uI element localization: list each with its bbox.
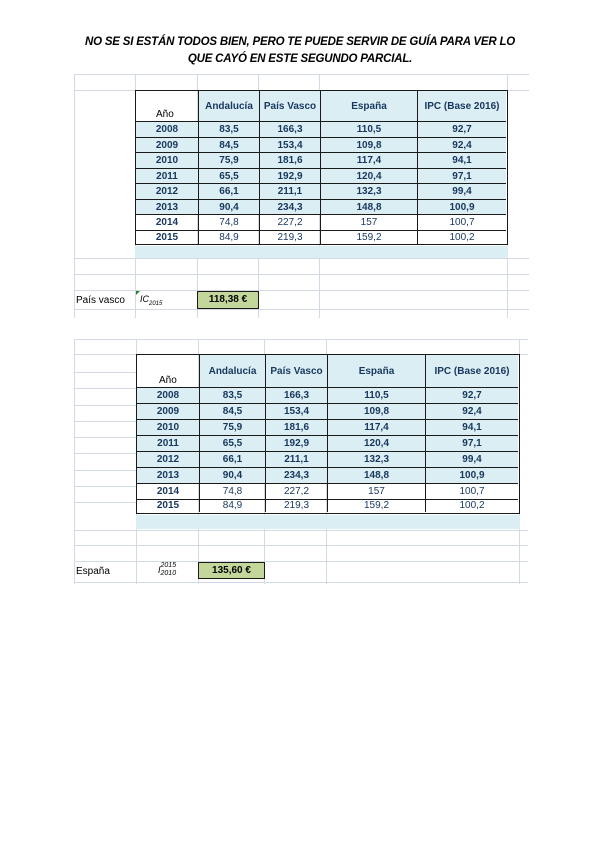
cell: 92,7 — [417, 122, 506, 138]
table-row: 2015 — [156, 500, 180, 511]
cell: 219,3 — [259, 231, 320, 245]
grid-line — [74, 309, 529, 310]
cell: 97,1 — [417, 169, 506, 185]
formula-subscript: 2010 — [160, 570, 177, 577]
grid-line — [74, 405, 136, 406]
cell: 84,9 — [199, 500, 265, 512]
table-row: 2012 — [137, 452, 199, 468]
grid-line — [74, 339, 528, 340]
table-row: 2013 — [137, 468, 199, 484]
cell: 157 — [327, 484, 425, 500]
cell: 90,4 — [198, 200, 259, 216]
formula-label — [158, 562, 176, 578]
page-title — [60, 34, 540, 68]
grid-line — [74, 339, 75, 584]
cell: 117,4 — [320, 153, 417, 169]
cell: 211,1 — [265, 452, 327, 468]
cell: 234,3 — [259, 200, 320, 216]
cell: 219,3 — [265, 500, 327, 512]
table-row: 2008 — [137, 388, 199, 404]
title-line-1: NO SE SI ESTÁN TODOS BIEN, PERO TE PUEDE SERVIR DE GUÍA PARA VER LO — [84, 36, 516, 48]
table-row: 2008 — [136, 122, 198, 138]
result-cell[interactable]: 135,60 € — [198, 562, 265, 579]
title-line-2: QUE CAYÓ EN ESTE SEGUNDO PARCIAL. — [187, 53, 413, 65]
cell: 181,6 — [259, 153, 320, 169]
header-pais-vasco: País Vasco — [265, 355, 327, 388]
header-espana: España — [327, 355, 425, 388]
data-table-2 — [136, 354, 520, 514]
header-ipc: IPC (Base 2016) — [425, 355, 518, 388]
formula-subscript: 2015 — [149, 300, 163, 307]
cell: 117,4 — [327, 420, 425, 436]
cell: 100,9 — [425, 468, 518, 484]
cell: 110,5 — [320, 122, 417, 138]
grid-line — [74, 582, 528, 583]
grid-line — [74, 470, 136, 471]
cell: 84,9 — [198, 231, 259, 245]
cell: 74,8 — [198, 215, 259, 231]
formula-superscript: 2015 — [160, 562, 177, 569]
header-andalucia: Andalucía — [198, 91, 259, 122]
cell: 100,2 — [425, 500, 518, 512]
cell: 110,5 — [327, 388, 425, 404]
table-row: 2011 — [137, 436, 199, 452]
cell: 83,5 — [199, 388, 265, 404]
header-espana: España — [320, 91, 417, 122]
grid-line — [74, 290, 529, 291]
grid-line — [74, 453, 136, 454]
grid-line — [74, 74, 529, 75]
grid-line — [74, 530, 528, 531]
cell: 181,6 — [265, 420, 327, 436]
header-empty — [136, 91, 198, 122]
formula-text: IC — [140, 294, 149, 304]
cell: 94,1 — [425, 420, 518, 436]
cell: 227,2 — [259, 215, 320, 231]
cell: 66,1 — [198, 184, 259, 200]
formula-label — [140, 294, 162, 307]
cell: 92,7 — [425, 388, 518, 404]
table-row: 2015 — [155, 231, 179, 243]
table-row: 2009 — [137, 404, 199, 420]
cell: 132,3 — [327, 452, 425, 468]
region-label: España — [76, 566, 110, 577]
table-row: 2011 — [136, 169, 198, 185]
table-row: 2014 — [136, 215, 198, 231]
cell: 211,1 — [259, 184, 320, 200]
formula-text: I — [158, 565, 161, 575]
grid-line — [74, 545, 528, 546]
cell: 153,4 — [259, 138, 320, 154]
cell: 66,1 — [199, 452, 265, 468]
grid-line — [74, 486, 136, 487]
grid-line — [74, 421, 136, 422]
cell: 99,4 — [417, 184, 506, 200]
cell: 92,4 — [425, 404, 518, 420]
cell: 157 — [320, 215, 417, 231]
cell: 166,3 — [265, 388, 327, 404]
cell: 159,2 — [320, 231, 417, 245]
cell: 65,5 — [198, 169, 259, 185]
grid-line — [74, 502, 136, 503]
table-row: 2012 — [136, 184, 198, 200]
table-row: 2010 — [136, 153, 198, 169]
cell: 227,2 — [265, 484, 327, 500]
cell: 100,7 — [417, 215, 506, 231]
cell: 65,5 — [199, 436, 265, 452]
table-row: 2013 — [136, 200, 198, 216]
cell: 90,4 — [199, 468, 265, 484]
cell: 75,9 — [199, 420, 265, 436]
grid-line — [74, 437, 136, 438]
cell: 100,9 — [417, 200, 506, 216]
year-column-header: Año — [159, 375, 177, 386]
grid-line — [74, 74, 75, 318]
grid-line — [74, 388, 136, 389]
header-ipc: IPC (Base 2016) — [417, 91, 506, 122]
cell: 109,8 — [327, 404, 425, 420]
cell: 99,4 — [425, 452, 518, 468]
grid-line — [74, 372, 136, 373]
cell: 148,8 — [327, 468, 425, 484]
cell: 97,1 — [425, 436, 518, 452]
cell: 84,5 — [198, 138, 259, 154]
cell: 92,4 — [417, 138, 506, 154]
header-pais-vasco: País Vasco — [259, 91, 320, 122]
cell: 120,4 — [327, 436, 425, 452]
cell: 234,3 — [265, 468, 327, 484]
region-label: País vasco — [76, 295, 125, 306]
data-table-1 — [135, 90, 508, 245]
cell: 109,8 — [320, 138, 417, 154]
table-row: 2009 — [136, 138, 198, 154]
cell: 75,9 — [198, 153, 259, 169]
cell: 84,5 — [199, 404, 265, 420]
result-cell[interactable]: 118,38 € — [197, 291, 259, 309]
year-column-header: Año — [156, 109, 174, 120]
cell: 166,3 — [259, 122, 320, 138]
cell: 100,7 — [425, 484, 518, 500]
cell: 192,9 — [265, 436, 327, 452]
grid-line — [74, 561, 528, 562]
cell: 132,3 — [320, 184, 417, 200]
cell: 153,4 — [265, 404, 327, 420]
cell: 83,5 — [198, 122, 259, 138]
cell: 74,8 — [199, 484, 265, 500]
highlight-row — [136, 515, 520, 529]
header-andalucia: Andalucía — [199, 355, 265, 388]
cell: 120,4 — [320, 169, 417, 185]
cell: 100,2 — [417, 231, 506, 245]
grid-line — [74, 258, 529, 259]
cell: 192,9 — [259, 169, 320, 185]
table-row: 2010 — [137, 420, 199, 436]
cell: 159,2 — [327, 500, 425, 512]
table-row: 2014 — [137, 484, 199, 500]
grid-line — [74, 274, 529, 275]
cell: 94,1 — [417, 153, 506, 169]
highlight-row — [135, 246, 508, 258]
cell: 148,8 — [320, 200, 417, 216]
